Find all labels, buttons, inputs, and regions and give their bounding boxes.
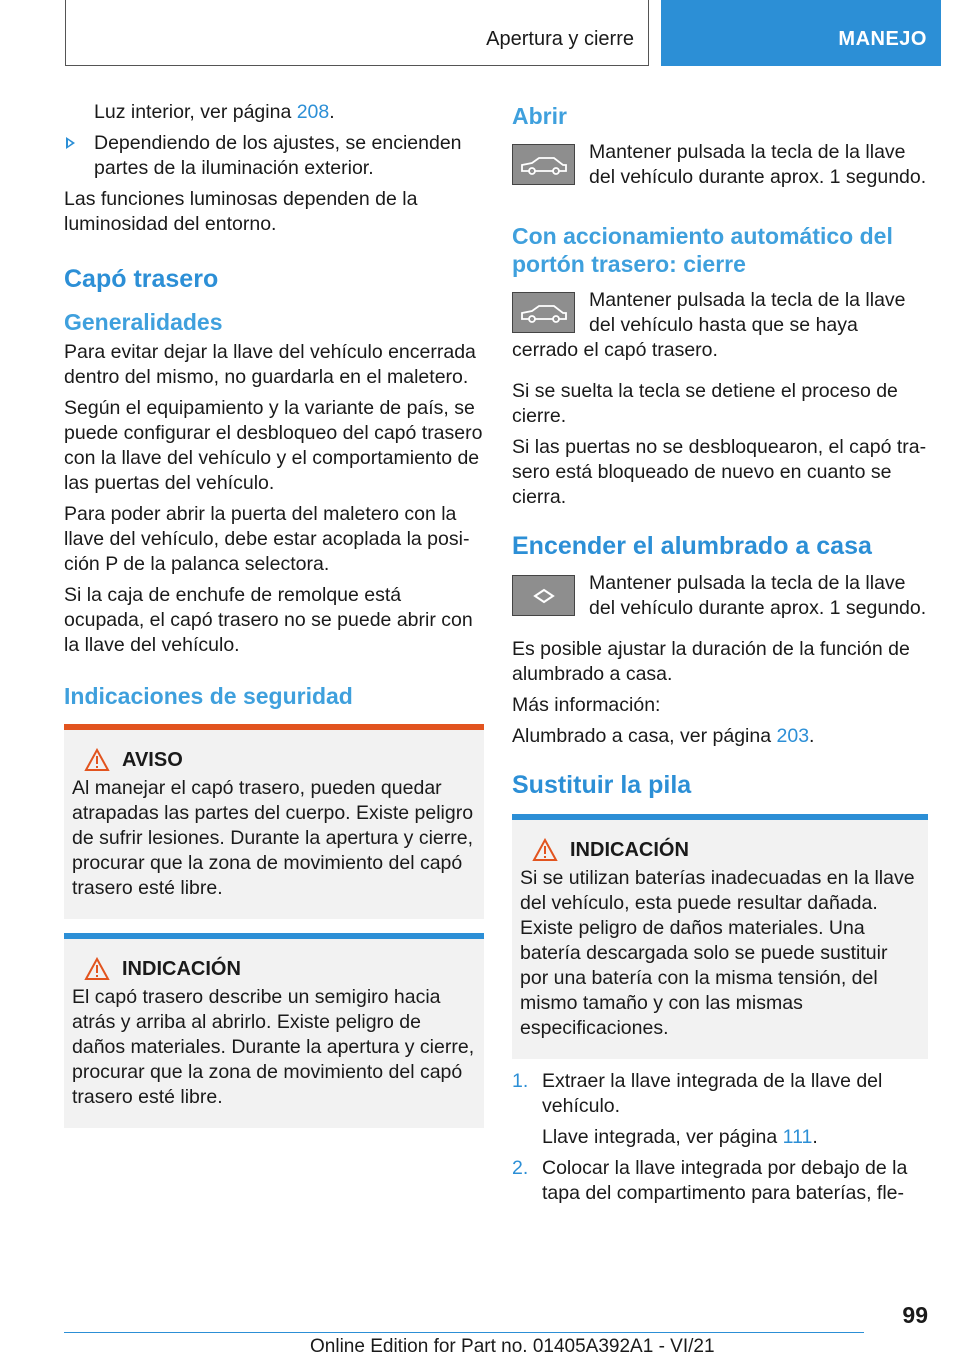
footer-edition: Online Edition for Part no. 01405A392A1 - VI/21	[310, 1336, 715, 1357]
instruction-text: Mantener pulsada la tecla de la llave del vehículo hasta que se haya cerrado el capó trasero.	[512, 289, 906, 361]
header-chapter-label: MANEJO	[838, 28, 927, 50]
heading-abrir: Abrir	[512, 103, 567, 129]
paragraph: Las funciones luminosas dependen de la luminosidad del entorno.	[64, 188, 418, 235]
footer-divider	[64, 1332, 864, 1333]
list-item: 1. Extraer la llave integrada de la llave del vehículo.	[512, 1070, 883, 1117]
paragraph: Es posible ajustar la duración de la función de alumbrado a casa.	[512, 638, 910, 685]
page-link-203[interactable]: 203	[776, 725, 810, 747]
car-trunk-key-icon	[512, 292, 575, 333]
car-trunk-key-icon	[512, 144, 575, 185]
header-section-box	[65, 0, 649, 66]
notice-label: INDICACIÓN	[570, 838, 689, 861]
warning-triangle-icon	[532, 838, 558, 862]
warning-box-aviso	[64, 724, 484, 919]
paragraph: Si la caja de enchufe de remolque está ocupada, el capó trasero no se puede abrir con la llave del vehículo.	[64, 584, 473, 656]
instruction-text: Mantener pulsada la tecla de la llave del vehículo durante aprox. 1 segundo.	[589, 141, 927, 188]
notice-label: INDICACIÓN	[122, 957, 241, 980]
notice-text: El capó trasero describe un semigiro hacia atrás y arriba al abrirlo. Existe peligro de daños materiales. Durante la apertura y cierre, procurar que la zona de movimiento del capó trasero esté libre.	[72, 986, 475, 1108]
step-number: 2.	[512, 1157, 529, 1179]
warning-title	[72, 748, 476, 772]
list-item-continuation: Luz interior, ver página 208.	[94, 101, 335, 123]
notice-title	[520, 838, 920, 862]
paragraph: Si se suelta la tecla se detiene el proceso de cierre.	[512, 380, 898, 427]
header-chapter-tab[interactable]	[661, 0, 941, 66]
heading-sustituir-pila: Sustituir la pila	[512, 771, 692, 799]
triangle-bullet-icon	[66, 137, 75, 149]
warning-label: AVISO	[122, 748, 183, 771]
page-link-208[interactable]: 208	[296, 101, 330, 123]
list-item-detail: Llave integrada, ver página 111.	[542, 1126, 818, 1148]
heading-capo-trasero: Capó trasero	[64, 265, 219, 293]
paragraph: Para evitar dejar la llave del vehículo encerrada dentro del mismo, no guardarla en el maletero.	[64, 341, 476, 388]
warning-triangle-icon	[84, 748, 110, 772]
page-link-111[interactable]: 111	[782, 1126, 813, 1148]
warning-text: Al manejar el capó trasero, pueden quedar atrapadas las partes del cuerpo. Existe peligro de sufrir lesiones. Durante la apertura y cierre, procurar que la zona de movimiento del capó trasero esté libre.	[72, 777, 474, 899]
heading-generalidades: Generalidades	[64, 309, 223, 335]
instruction-text: Mantener pulsada la tecla de la llave del vehículo durante aprox. 1 segundo.	[589, 572, 927, 619]
notice-text: Si se utilizan baterías inadecuadas en la llave del vehículo, esta puede resultar dañada. Existe peligro de daños materiales. Una batería descargada solo se puede sustituir por una batería con la misma tensión, del mismo tamaño y con las mismas especificaciones.	[520, 867, 915, 1039]
paragraph: Alumbrado a casa, ver página 203.	[512, 725, 815, 747]
warning-triangle-icon	[84, 957, 110, 981]
heading-alumbrado-casa: Encender el alumbrado a casa	[512, 532, 872, 560]
page-number: 99	[902, 1302, 928, 1328]
right-column	[512, 100, 928, 1212]
list-item: 2. Colocar la llave integrada por debajo de la tapa del compartimento para baterías, fle‐	[512, 1157, 908, 1204]
key-instruction	[512, 288, 928, 369]
key-instruction	[512, 571, 928, 627]
left-column	[64, 100, 484, 1138]
paragraph: Más información:	[512, 694, 661, 716]
paragraph: Según el equipamiento y la variante de país, se puede configurar el desbloqueo del capó trasero con la llave del vehículo y el comportamiento de las puertas del vehículo.	[64, 397, 483, 494]
step-number: 1.	[512, 1070, 529, 1092]
paragraph: Para poder abrir la puerta del maletero con la llave del vehículo, debe estar acoplada la posición P de la palanca selectora.	[64, 503, 470, 575]
list-item: Dependiendo de los ajustes, se encienden partes de la iluminación exterior.	[64, 131, 484, 181]
notice-box-indicacion	[512, 814, 928, 1059]
paragraph: Si las puertas no se desbloquearon, el capó trasero está bloqueado de nuevo en cuanto se cierra.	[512, 436, 927, 508]
diamond-key-icon	[512, 575, 575, 616]
notice-box-indicacion	[64, 933, 484, 1128]
key-instruction	[512, 140, 928, 196]
notice-title	[72, 957, 476, 981]
heading-accionamiento-automatico: Con accionamiento automático del portón trasero: cierre	[512, 223, 893, 277]
heading-seguridad: Indicaciones de seguridad	[64, 683, 353, 709]
header-section-title: Apertura y cierre	[486, 28, 634, 50]
